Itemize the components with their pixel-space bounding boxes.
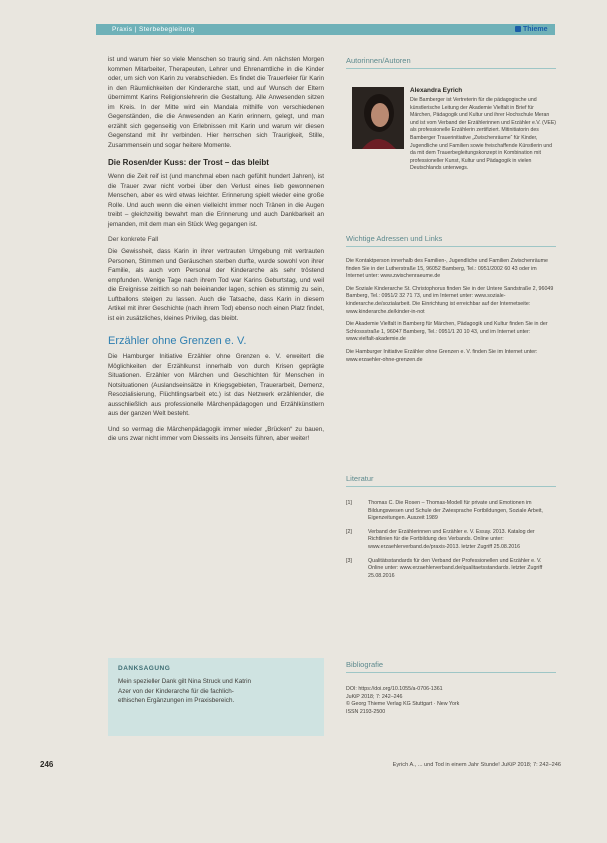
bibliography-line: © Georg Thieme Verlag KG Stuttgart · New York — [346, 701, 460, 708]
link-item: Die Akademie Vielfalt in Bamberg für Märchen, Pädagogik und Kultur finden Sie in der Schlossstraße 1, 96047 Bamberg, Tel.: 0951/1 20 10 43, und im Internet unter: www.vielfalt-akademie.de — [346, 321, 548, 343]
reference-text: Qualitätsstandards für den Verband der Professionellen und Erzähler e. V. Online unter: www.erzaehlerverband.de/qualitaetsstandards. letzter Zugriff 25.08.2016 — [368, 557, 543, 579]
reference-number: [1] — [346, 500, 352, 506]
page-number: 246 — [40, 760, 54, 769]
reference-text: Verband der Erzählerinnen und Erzähler e. V. Essay. 2013. Katalog der Richtlinien für die Fortbildung des Verbands. Online unter: www.erzaehlerverband.de/praxis-2013. letzter Zugriff 25.08.2016 — [368, 528, 535, 550]
reference-item — [346, 500, 556, 523]
reference-item — [346, 529, 556, 552]
bibliography-line: JuKiP 2018; 7: 242–246 — [346, 693, 403, 700]
article-paragraph: Die Hamburger Initiative Erzähler ohne Grenzen e. V. erweitert die Möglichkeiten der Erzählkunst innerhalb von durch Krisen geprägte Situationen. Erzähler von Märchen und Geschichten für Menschen in Notsituationen (Auslandseinsätze in Kriegsgebieten, Trauerarbeit, Demenz, Resozialisierung, Flüchtlingsarbeit etc.) ist das Netzwerk erzählender, die ausschließlich aus professionelle Märchenpädagogen und Erzählkünstlern aus der ganzen Welt besteht. — [108, 353, 324, 417]
header-bar — [96, 24, 555, 35]
publisher-logo-icon — [515, 26, 521, 32]
author-bio: Die Bamberger ist Vertreterin für die pädagogische und künstlerische Leitung der Akademie Vielfalt in Brief für Märchen, Pädagogik und Kultur und ihrer Hochschule Meran und ist vom Verband der Erzählerinnen und Erzähler e.V. (VEE) als professionelle Erzählerin zertifiziert. Mitinitiatorin des Bamberger Trauerinitiative „Zwischenräume“ für Kinder, Jugendliche und Familien sowie freischaffende Künstlerin und da mit dem Trauerbegleitungskonzept in Kombination mit professioneller Kunst, Kultur und Pädagogik in vielen Deutschlands unterwegs. — [410, 97, 557, 172]
links-heading: Wichtige Adressen und Links — [346, 234, 556, 247]
acknowledgement-title: DANKSAGUNG — [118, 665, 171, 672]
article-paragraph: Wenn die Zeit reif ist (und manchmal eben nach gefühlt hundert Jahren), ist die Trauer zwar nicht vorbei über den Verlust eines lieb gewonnenen Menschen, aber es wird etwas leichter. Erinnerung spielt wieder eine große Rolle. Und auch wenn die einen vielleicht immer noch Tränen in die Augen treibt – gleichzeitig bewahrt man die Erinnerung und auch Dankbarkeit an jemanden, mit dem man ein Stück Weg gegangen ist. — [108, 173, 324, 228]
acknowledgement-text: Mein spezieller Dank gilt Nina Struck und Katrin Azer von der Kinderarche für die fachlich-ethischen Ergänzungen im Praxisbereich. — [118, 678, 251, 704]
publisher-logo — [515, 24, 548, 35]
bibliography — [346, 686, 556, 716]
author-info — [410, 87, 556, 173]
references-list — [346, 500, 556, 586]
footer-citation: Eyrich A., ... und Tod in einem Jahr Stunde! JuKiP 2018; 7: 242–246 — [392, 762, 561, 768]
reference-number: [3] — [346, 557, 352, 564]
references-heading: Literatur — [346, 474, 556, 487]
link-item: Die Hamburger Initiative Erzähler ohne Grenzen e. V. finden Sie im Internet unter: www.erzaehler-ohne-grenzen.de — [346, 348, 538, 363]
bibliography-heading: Bibliografie — [346, 660, 556, 673]
section-label: Praxis | Sterbebegleitung — [112, 26, 195, 33]
author-heading: Autorinnen/Autoren — [346, 56, 556, 69]
links-list — [346, 258, 556, 369]
subheading-fall: Der konkrete Fall — [108, 236, 159, 243]
bibliography-line: ISSN 2193-2500 — [346, 708, 386, 715]
acknowledgement-box — [108, 658, 324, 736]
section-heading-trost: Die Rosen/der Kuss: der Trost – das bleibt — [108, 158, 269, 167]
author-portrait-icon — [352, 87, 404, 149]
article-paragraph: Die Gewissheit, dass Karin in ihrer vertrauten Umgebung mit vertrauten Personen, Stimmen und Geräuschen sterben durfte, wurde sowohl von ihrer Familie, als auch vom Personal der Kinderarche als sehr tröstend empfunden. Wenige Tage nach ihrem Tod war Karins Geburtstag, und weil die Ereignisse zeitlich so nah beieinander lagen, schien es stimmig zu sein, Luftballons steigen zu lassen. Auch die Tatsache, dass Karin in diesem Artikel mit ihrer Geschichte (nach ihrem Tod) ebenso noch einen Platz findet, ist ein zusätzliches, kleines Privileg, das bleibt. — [108, 248, 324, 322]
link-item: Die Kontaktperson innerhalb des Familien-, Jugendliche und Familien Zwischenräume finden Sie in der Lutherstraße 15, 96052 Bamberg, Tel.: 0951/2002 60 43 oder im Internet unter: www.zwischenraeume.de — [346, 258, 548, 280]
reference-number: [2] — [346, 528, 352, 535]
link-item: Die Soziale Kinderarche St. Christophorus finden Sie in der Untere Sandstraße 2, 96049 Bamberg, Tel.: 0951/2 32 71 73, und im Internet unter: www.soziale-kinderarche.de/sozialarbeit. Die Einrichtung ist erreichbar auf der Internetseite: www.kinderarche.de/kinder-in-not — [346, 285, 554, 315]
article-paragraph: ist und warum hier so viele Menschen so traurig sind. Am nächsten Morgen kommen Mitarbeiter, Therapeuten, Lehrer und Ehrenamtliche in die Kinder oder, um sich von Karin zu verabschieden. Es findet die Trauerfeier für Karin in den Räumlichkeiten der Kinderarche statt, und auf Wunsch der Eltern übernimmt Karins Religionslehrerin die Gestaltung. Alle Anwesenden sitzen im Kreis. In der Mitte wird ein Mandala mithilfe von verschiedenen Gegenständen, die die Anwesenden an Karin erinnern, gelegt, und man erzählt sich gegenseitig von Erlebnissen mit Karin und warum wir diesen Gegenstand mit ihr verbinden. Hier herrschen sich Traurigkeit, Stille, Zusammensein und sogar heitere Momente. — [108, 56, 324, 149]
section-heading-erzaehler: Erzähler ohne Grenzen e. V. — [108, 335, 247, 347]
author-name: Alexandra Eyrich — [410, 87, 463, 94]
article-column — [108, 55, 324, 450]
reference-text: Thomas C. Die Rosen – Thomas-Modell für private und Emotionen im Bildungswesen und Schule der Zwiesprache Fortbildungen, Soziale Arbeit, Eigenzeitungen. Auszeit 1989 — [368, 500, 543, 522]
bibliography-line: DOI: https://doi.org/10.1055/a-0706-1361 — [346, 686, 443, 692]
article-paragraph: Und so vermag die Märchenpädagogik immer wieder „Brücken“ zu bauen, die uns zwar nicht immer vom Diesseits ins Jenseits führen, aber weiter! — [108, 425, 324, 442]
reference-item — [346, 558, 556, 581]
publisher-name: Thieme — [523, 26, 548, 33]
author-photo — [352, 87, 404, 149]
